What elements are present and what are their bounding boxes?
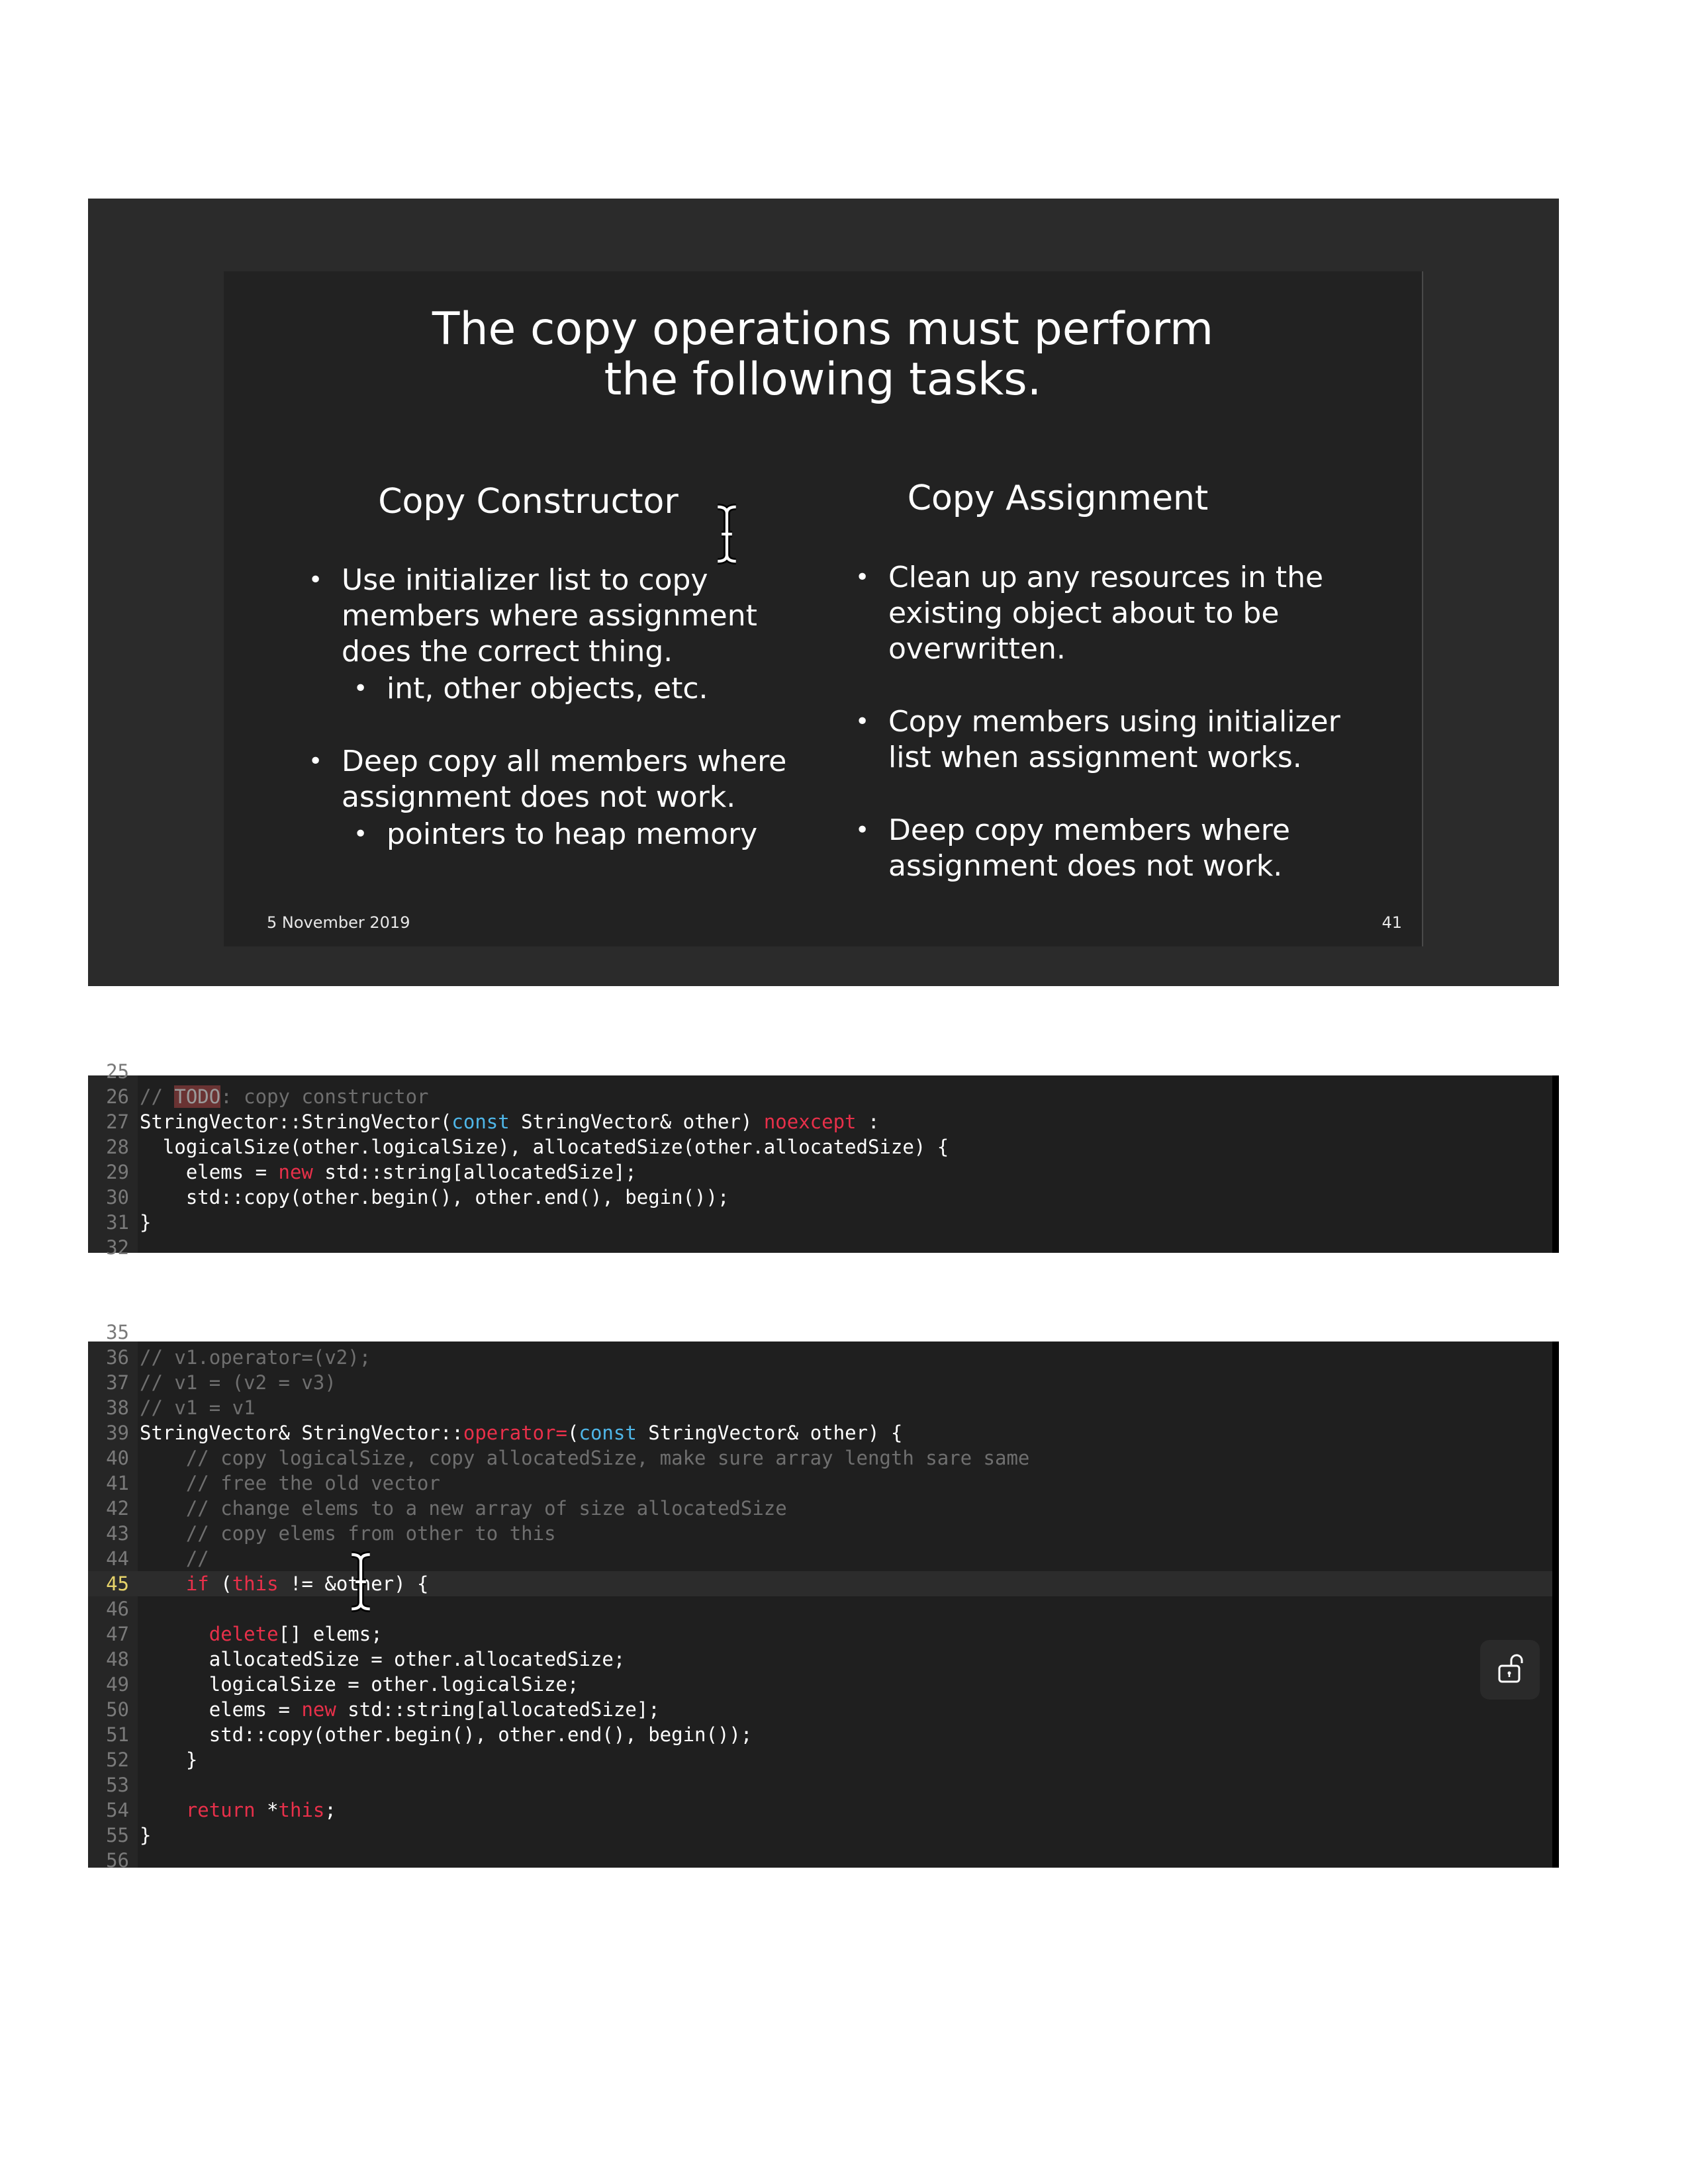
bullet-item: • Use initializer list to copy members where assignment does the correct thing. xyxy=(308,563,757,668)
slide-page-number: 41 xyxy=(1382,913,1402,932)
line-number: 46 xyxy=(106,1598,129,1620)
code-line[interactable] xyxy=(88,1772,1552,1797)
line-number: 45 xyxy=(106,1572,129,1595)
code-line[interactable]: 54 return *this; xyxy=(88,1797,1552,1823)
code-editor-copy-constructor xyxy=(88,1060,1559,1259)
lock-open-icon xyxy=(1495,1653,1524,1687)
text-cursor-icon xyxy=(348,1552,374,1612)
slide-title-line: the following tasks. xyxy=(604,353,1042,406)
code-line[interactable] xyxy=(88,1320,1552,1345)
line-number: 32 xyxy=(106,1236,129,1259)
code-line[interactable]: 55 } xyxy=(88,1823,1552,1848)
code-line[interactable]: 39 StringVector& StringVector::operator=(const StringVector& other) { xyxy=(88,1420,1552,1445)
code-line[interactable]: 30 std::copy(other.begin(), other.end(), begin()); xyxy=(88,1185,1552,1210)
slide-date: 5 November 2019 xyxy=(267,913,410,932)
line-number: 51 xyxy=(106,1723,129,1746)
line-number: 39 xyxy=(106,1422,129,1444)
line-number: 43 xyxy=(106,1522,129,1545)
sub-bullet-item: • int, other objects, etc. xyxy=(353,672,708,705)
line-number: 53 xyxy=(106,1774,129,1796)
todo-tag: TODO xyxy=(174,1085,221,1108)
bullet-item: • Clean up any resources in the existing object about to be overwritten. xyxy=(855,561,1324,666)
line-number: 41 xyxy=(106,1472,129,1494)
code-line[interactable]: 26 // TODO: copy constructor xyxy=(88,1084,1552,1109)
line-number: 25 xyxy=(106,1060,129,1083)
line-number: 37 xyxy=(106,1371,129,1394)
line-number: 36 xyxy=(106,1346,129,1369)
code-editor-copy-assignment xyxy=(88,1321,1559,1872)
code-line[interactable]: 37 // v1 = (v2 = v3) xyxy=(88,1370,1552,1395)
unlock-button[interactable] xyxy=(1480,1640,1540,1700)
code-line[interactable]: 49 logicalSize = other.logicalSize; xyxy=(88,1672,1552,1697)
line-number: 50 xyxy=(106,1698,129,1721)
code-line[interactable] xyxy=(88,1596,1552,1621)
copy-constructor-heading: Copy Constructor xyxy=(378,482,679,522)
code-line[interactable]: 44 // xyxy=(88,1546,1552,1571)
code-line[interactable] xyxy=(88,1848,1552,1873)
code-line[interactable]: 48 allocatedSize = other.allocatedSize; xyxy=(88,1647,1552,1672)
line-number: 48 xyxy=(106,1648,129,1670)
code-line[interactable] xyxy=(88,1059,1552,1084)
line-number: 44 xyxy=(106,1547,129,1570)
slide-title-line: The copy operations must perform xyxy=(432,303,1214,355)
line-number: 28 xyxy=(106,1136,129,1158)
code-line[interactable]: 27 StringVector::StringVector(const StringVector& other) noexcept : xyxy=(88,1109,1552,1134)
line-number: 49 xyxy=(106,1673,129,1696)
line-number: 29 xyxy=(106,1161,129,1183)
slide xyxy=(224,271,1423,946)
line-number: 52 xyxy=(106,1749,129,1771)
code-line[interactable]: 40 // copy logicalSize, copy allocatedSize, make sure array length sare same xyxy=(88,1445,1552,1471)
code-line[interactable]: 42 // change elems to a new array of size allocatedSize xyxy=(88,1496,1552,1521)
line-number: 54 xyxy=(106,1799,129,1821)
bullet-item: • Deep copy all members where assignment does not work. xyxy=(308,745,787,814)
line-number: 55 xyxy=(106,1824,129,1846)
code-line[interactable]: 28 logicalSize(other.logicalSize), allocatedSize(other.allocatedSize) { xyxy=(88,1134,1552,1160)
bullet-item: • Copy members using initializer list when assignment works. xyxy=(855,705,1340,774)
code-line[interactable]: 36 // v1.operator=(v2); xyxy=(88,1345,1552,1370)
line-number: 31 xyxy=(106,1211,129,1234)
copy-assignment-heading: Copy Assignment xyxy=(907,478,1209,518)
line-number: 40 xyxy=(106,1447,129,1469)
code-line[interactable] xyxy=(88,1235,1552,1260)
text-cursor-icon xyxy=(714,504,740,564)
code-line[interactable]: 51 std::copy(other.begin(), other.end(), begin()); xyxy=(88,1722,1552,1747)
code-line[interactable]: 47 delete[] elems; xyxy=(88,1621,1552,1647)
sub-bullet-item: • pointers to heap memory xyxy=(353,817,758,851)
bullet-item: • Deep copy members where assignment does not work. xyxy=(855,813,1290,883)
line-number: 27 xyxy=(106,1111,129,1133)
code-line[interactable]: 41 // free the old vector xyxy=(88,1471,1552,1496)
line-number: 30 xyxy=(106,1186,129,1208)
line-number: 35 xyxy=(106,1321,129,1343)
code-line[interactable]: 43 // copy elems from other to this xyxy=(88,1521,1552,1546)
line-number: 42 xyxy=(106,1497,129,1520)
line-number: 56 xyxy=(106,1849,129,1872)
line-number: 26 xyxy=(106,1085,129,1108)
code-line[interactable]: 52 } xyxy=(88,1747,1552,1772)
current-code-line[interactable]: 45 if (this != &other) { xyxy=(88,1571,1552,1596)
code-line[interactable]: 31 } xyxy=(88,1210,1552,1235)
code-line[interactable]: 50 elems = new std::string[allocatedSize]; xyxy=(88,1697,1552,1722)
slide-screenshot xyxy=(88,199,1559,986)
code-line[interactable]: 29 elems = new std::string[allocatedSize]; xyxy=(88,1160,1552,1185)
line-number: 47 xyxy=(106,1623,129,1645)
line-number: 38 xyxy=(106,1396,129,1419)
code-line[interactable]: 38 // v1 = v1 xyxy=(88,1395,1552,1420)
slide-title xyxy=(224,304,1422,405)
